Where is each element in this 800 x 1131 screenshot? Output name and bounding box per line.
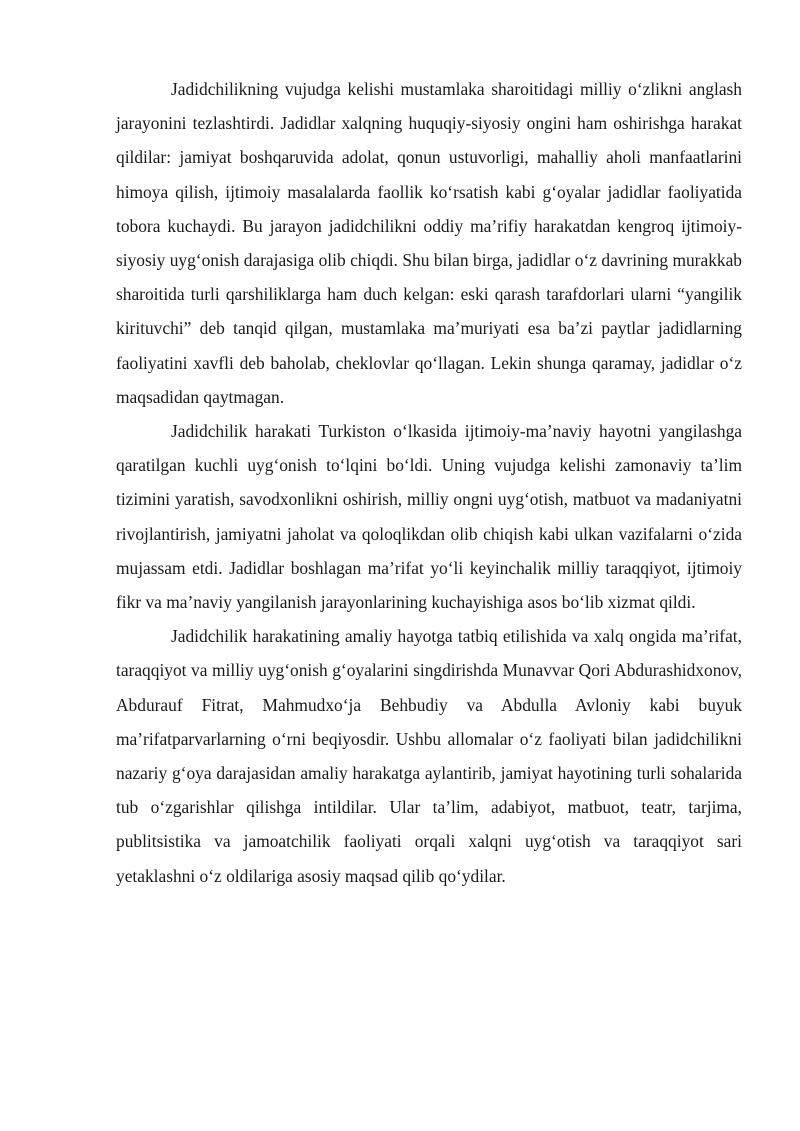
paragraph-1: Jadidchilikning vujudga kelishi mustamlaka sharoitidagi milliy o‘zlikni anglash jarayonini tezlashtirdi. Jadidlar xalqning huquqiy-siyosiy ongini ham oshirishga harakat qildilar: jamiyat boshqaruvida adolat, qonun ustuvorligi, mahalliy aholi manfaatlarini himoya qilish, ijtimoiy masalalarda faollik ko‘rsatish kabi g‘oyalar jadidlar faoliyatida tobora kuchaydi. Bu jarayon jadidchilikni oddiy ma’rifiy harakatdan kengroq ijtimoiy-siyosiy uyg‘onish darajasiga olib chiqdi. Shu bilan birga, jadidlar o‘z davrining murakkab sharoitida turli qarshiliklarga ham duch kelgan: eski qarash tarafdorlari ularni “yangilik kirituvchi” deb tanqid qilgan, mustamlaka ma’muriyati esa ba’zi paytlar jadidlarning faoliyatini xavfli deb baholab, cheklovlar qo‘llagan. Lekin shunga qaramay, jadidlar o‘z maqsadidan qaytmagan. (116, 79, 742, 407)
document-page (116, 72, 742, 893)
paragraph-2: Jadidchilik harakati Turkiston o‘lkasida ijtimoiy-ma’naviy hayotni yangilashga qaratilgan kuchli uyg‘onish to‘lqini bo‘ldi. Uning vujudga kelishi zamonaviy ta’lim tizimini yaratish, savodxonlikni oshirish, milliy ongni uyg‘otish, matbuot va madaniyatni rivojlantirish, jamiyatni jaholat va qoloqlikdan olib chiqish kabi ulkan vazifalarni o‘zida mujassam etdi. Jadidlar boshlagan ma’rifat yo‘li keyinchalik milliy taraqqiyot, ijtimoiy fikr va ma’naviy yangilanish jarayonlarining kuchayishiga asos bo‘lib xizmat qildi. (116, 421, 742, 613)
paragraph-3: Jadidchilik harakatining amaliy hayotga tatbiq etilishida va xalq ongida ma’rifat, taraqqiyot va milliy uyg‘onish g‘oyalarini singdirishda Munavvar Qori Abdurashidxonov, Abdurauf Fitrat, Mahmudxo‘ja Behbudiy va Abdulla Avloniy kabi buyuk ma’rifatparvarlarning o‘rni beqiyosdir. Ushbu allomalar o‘z faoliyati bilan jadidchilikni nazariy g‘oya darajasidan amaliy harakatga aylantirib, jamiyat hayotining turli sohalarida tub o‘zgarishlar qilishga intildilar. Ular ta’lim, adabiyot, matbuot, teatr, tarjima, publitsistika va jamoatchilik faoliyati orqali xalqni uyg‘otish va taraqqiyot sari yetaklashni o‘z oldilariga asosiy maqsad qilib qo‘ydilar. (116, 626, 742, 886)
